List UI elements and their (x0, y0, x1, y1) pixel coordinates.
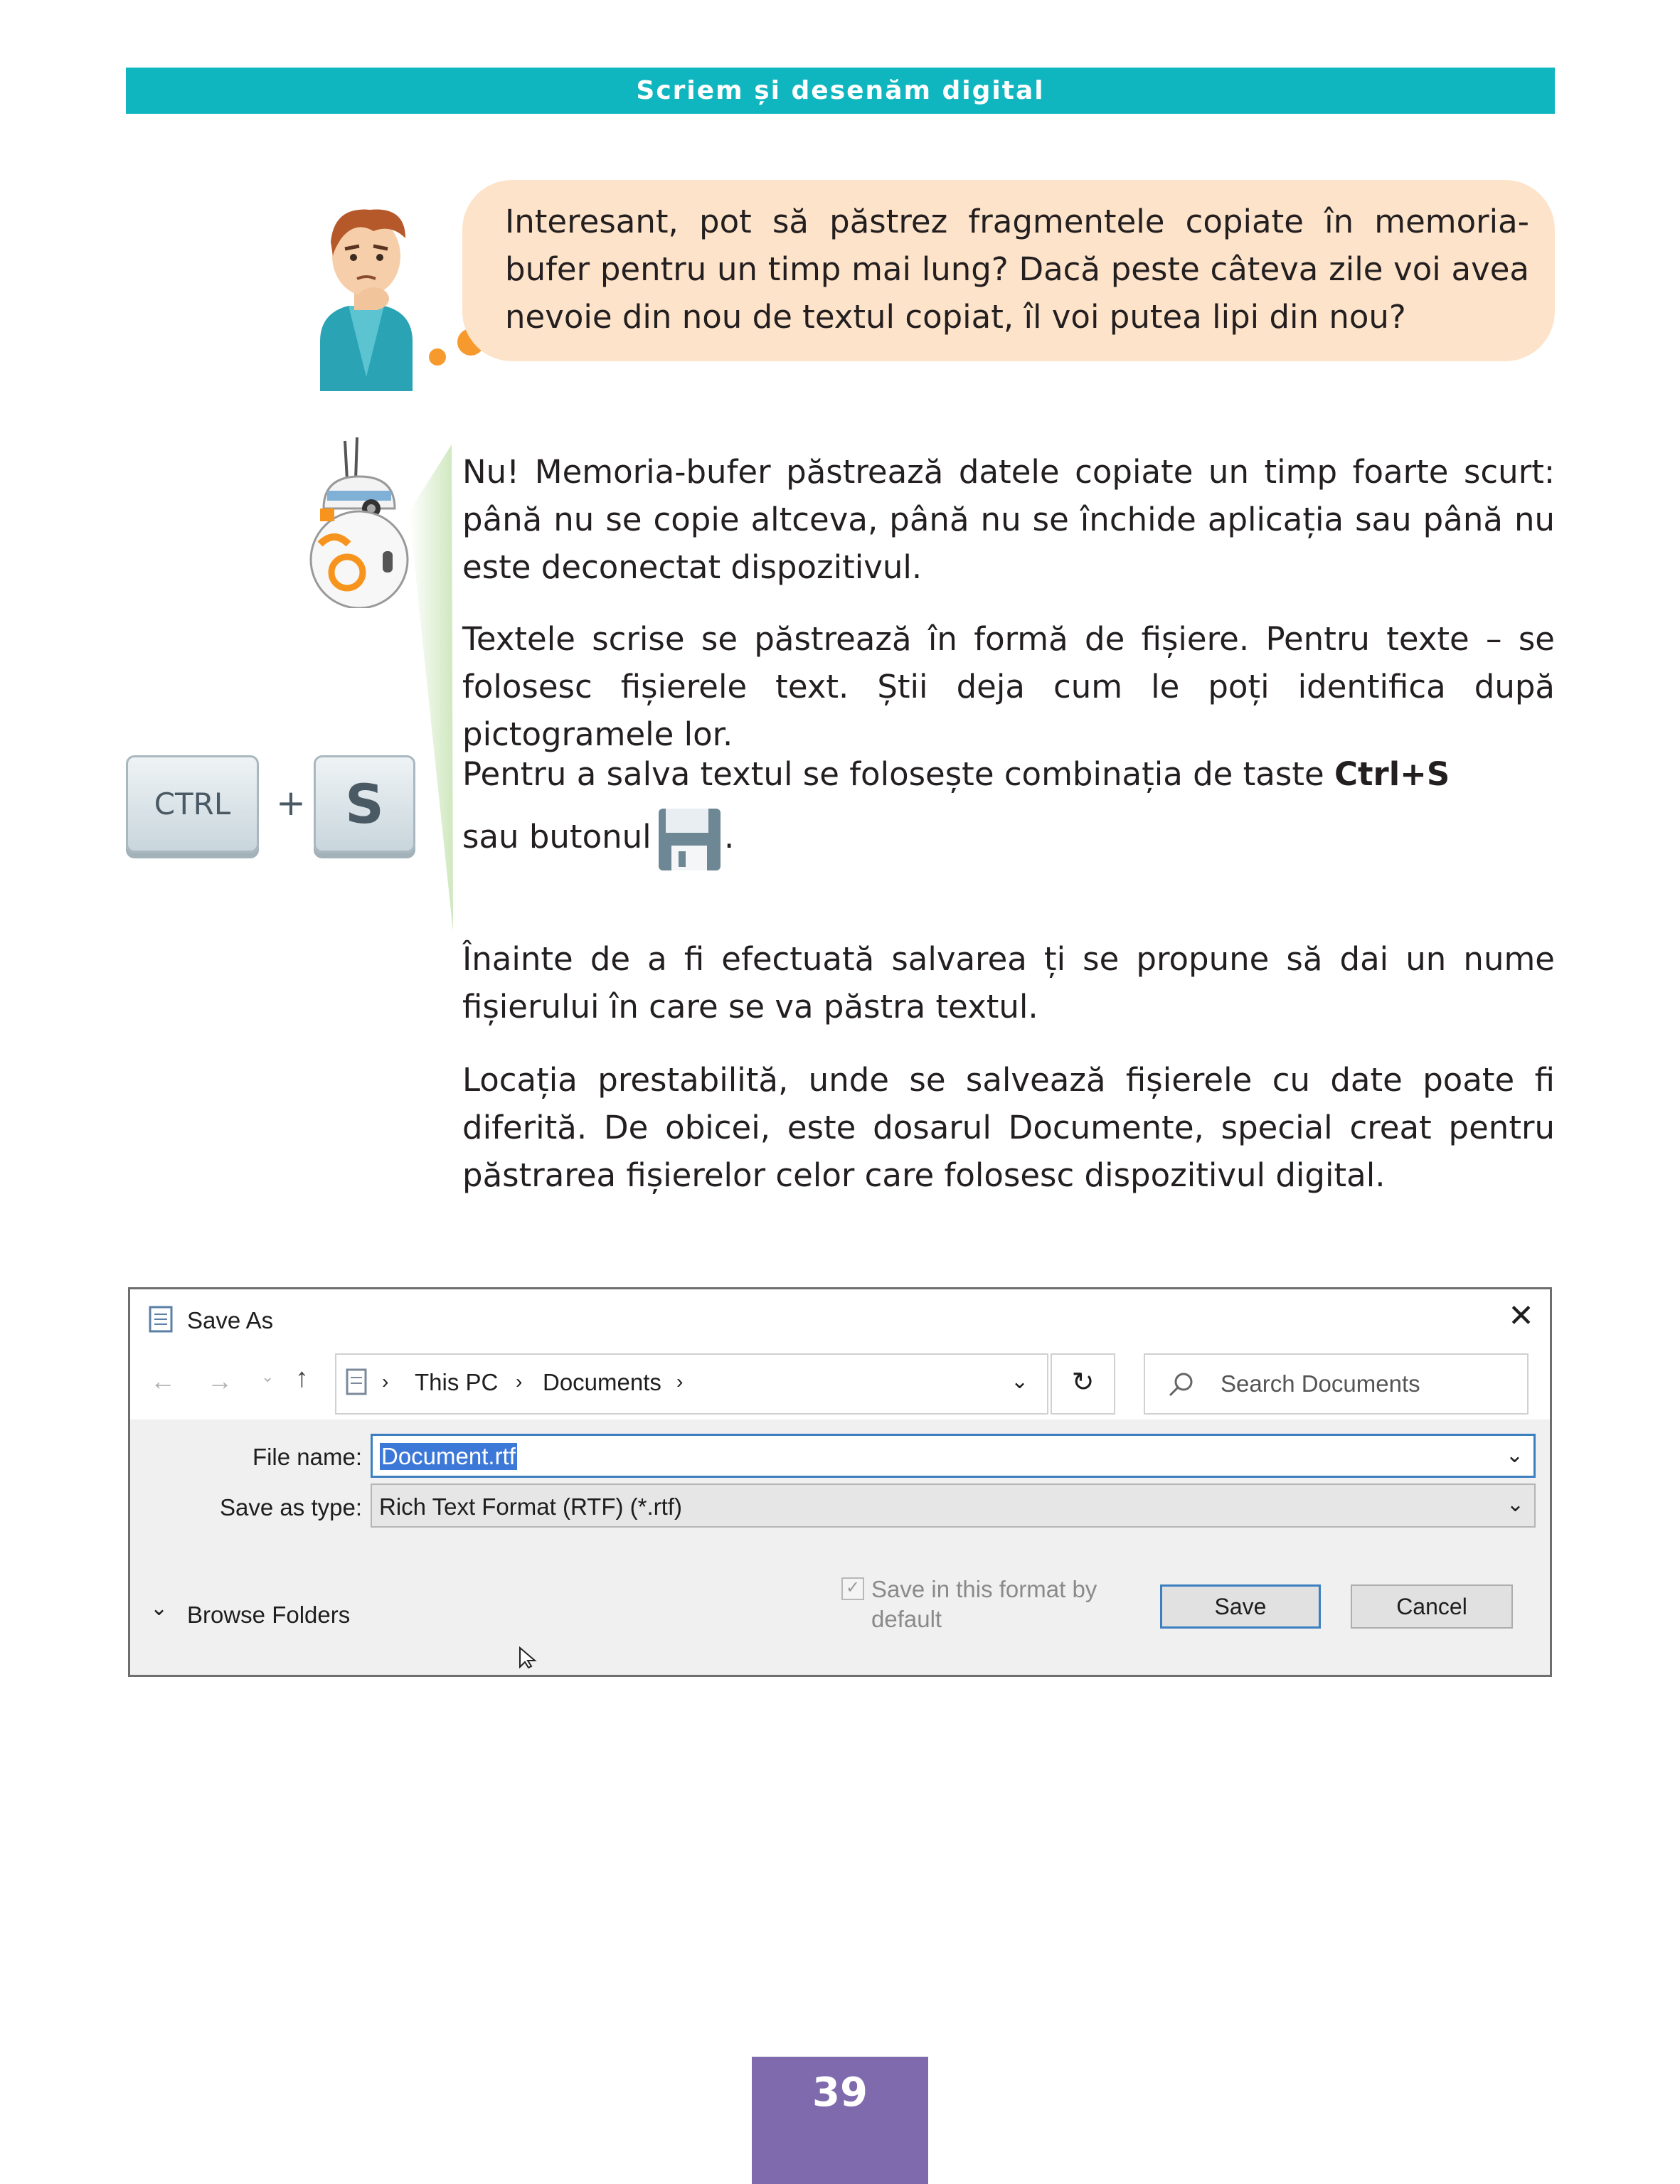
close-icon[interactable]: ✕ (1508, 1299, 1534, 1333)
search-icon (1166, 1370, 1195, 1399)
breadcrumb-documents[interactable]: Documents (543, 1369, 661, 1395)
page-number: 39 (752, 2057, 928, 2184)
dialog-form-area (130, 1419, 1550, 1675)
chevron-down-icon[interactable]: ⌄ (150, 1597, 169, 1620)
dialog-title: Save As (187, 1307, 274, 1333)
browse-folders-toggle[interactable]: Browse Folders (187, 1602, 351, 1628)
chevron-down-icon[interactable]: ⌄ (1505, 1444, 1524, 1467)
s-key (314, 755, 415, 853)
save-button-line (462, 813, 652, 861)
breadcrumb-separator-icon: › (382, 1370, 389, 1392)
save-button[interactable]: Save (1160, 1584, 1321, 1629)
recent-dropdown-icon[interactable]: ⌄ (261, 1368, 275, 1385)
thought-dot-small (429, 348, 446, 366)
ctrl-key-label: CTRL (154, 787, 231, 821)
search-placeholder: Search Documents (1221, 1370, 1420, 1397)
floppy-disk-icon (656, 806, 723, 873)
s-key-label: S (345, 772, 384, 836)
save-type-label: Save as type: (220, 1494, 362, 1520)
ctrl-key (126, 755, 259, 853)
boy-illustration (306, 199, 427, 391)
shortcut-text: Pentru a salva textul se folosește combinația de taste (462, 755, 1334, 793)
back-arrow-icon[interactable]: ← (150, 1366, 176, 1395)
default-format-label (871, 1575, 1097, 1634)
default-format-checkbox[interactable]: ✓ (841, 1577, 864, 1600)
chevron-down-icon[interactable]: ⌄ (1506, 1493, 1524, 1516)
save-type-select[interactable] (371, 1483, 1536, 1528)
up-arrow-icon[interactable]: ↑ (295, 1363, 309, 1393)
shortcut-bold: Ctrl+S (1334, 755, 1450, 793)
chapter-header (126, 68, 1555, 114)
cancel-button[interactable]: Cancel (1351, 1584, 1513, 1629)
document-icon (148, 1305, 174, 1333)
breadcrumb-separator-icon: › (516, 1370, 523, 1392)
paragraph-clipboard: Nu! Memoria-bufer păstrează datele copiate un timp foarte scurt: până nu se copie altceva, până nu se închide aplicația sau până nu este deconectat dispozitivul. (462, 453, 1555, 586)
chapter-title: Scriem și desenăm digital (636, 76, 1045, 105)
breadcrumb-this-pc[interactable]: This PC (415, 1369, 499, 1395)
default-format-label-line2: default (871, 1606, 942, 1632)
save-button-period: . (724, 818, 735, 856)
paragraph-location: Locația prestabilită, unde se salvează fișierele cu date poate fi diferită. De obicei, este dosarul Documente, special creat pentru păstrarea fișierelor celor care folosesc dispozitivul digital. (462, 1061, 1555, 1194)
paragraph-save-shortcut (462, 750, 1555, 798)
save-type-value: Rich Text Format (RTF) (*.rtf) (379, 1493, 682, 1520)
breadcrumb-separator-icon: › (676, 1370, 684, 1392)
refresh-icon[interactable]: ↻ (1051, 1353, 1115, 1415)
robot-illustration (306, 437, 413, 608)
paragraph-filename: Înainte de a fi efectuată salvarea ți se propune să dai un nume fișierului în care se va păstra textul. (462, 940, 1555, 1026)
file-name-label: File name: (252, 1444, 362, 1470)
forward-arrow-icon[interactable]: → (207, 1366, 233, 1395)
documents-folder-icon (345, 1368, 369, 1397)
file-name-value: Document.rtf (381, 1443, 516, 1469)
file-name-input[interactable] (371, 1434, 1536, 1478)
mouse-cursor-icon (518, 1646, 539, 1668)
bubble-text: Interesant, pot să păstrez fragmentele copiate în memoria-bufer pentru un timp mai lung? Dacă peste câteva zile voi avea nevoie din nou de textul copiat, îl voi putea lipi din nou? (505, 203, 1529, 336)
save-as-dialog (128, 1287, 1552, 1677)
address-dropdown-icon[interactable]: ⌄ (1011, 1370, 1029, 1393)
address-bar[interactable] (335, 1353, 1048, 1415)
search-input[interactable] (1144, 1353, 1529, 1415)
plus-sign: + (276, 782, 306, 824)
callout-wedge (409, 441, 462, 932)
save-button-text: sau butonul (462, 818, 652, 856)
paragraph-files: Textele scrise se păstrează în formă de fișiere. Pentru texte – se folosesc fișierele text. Știi deja cum le poți identifica după pictogramele lor. (462, 620, 1555, 753)
default-format-label-line1: Save in this format by (871, 1576, 1097, 1602)
